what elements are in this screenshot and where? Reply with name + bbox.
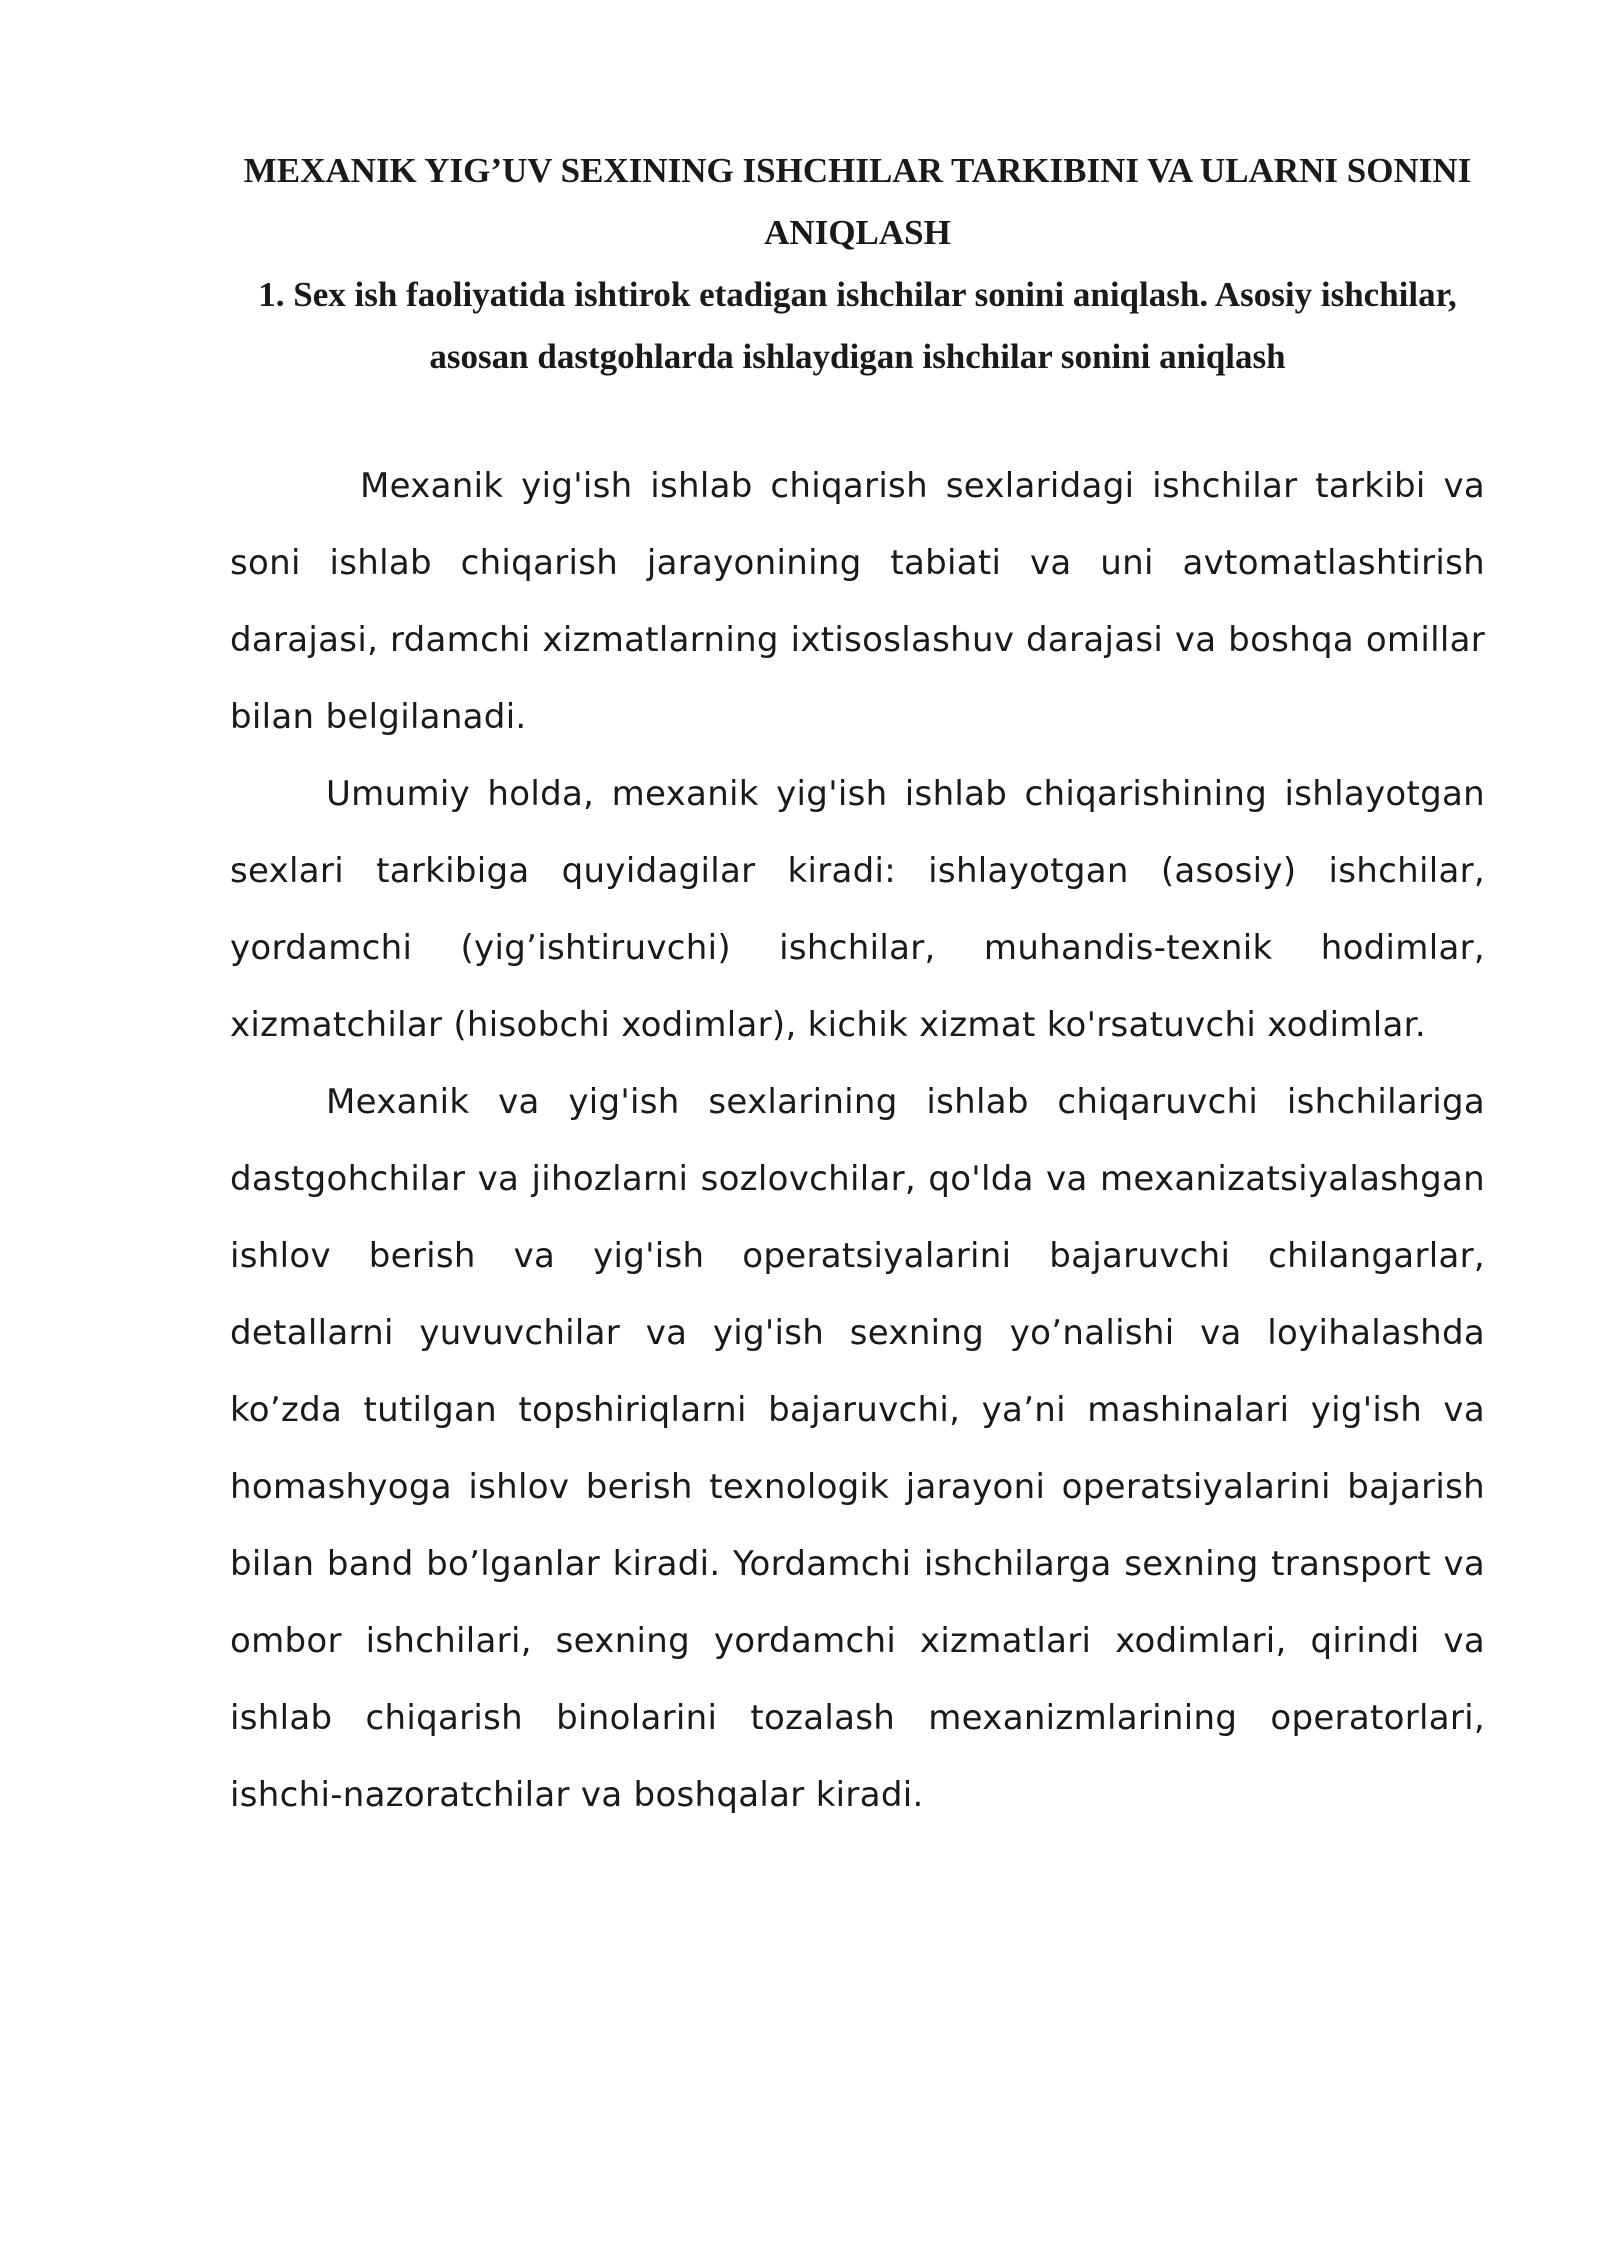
paragraph-1: Mexanik yig'ish ishlab chiqarish sexlaridagi ishchilar tarkibi va soni ishlab chiqarish jarayonining tabiati va uni avtomatlashtirish darajasi, rdamchi xizmatlarning ixtisoslashuv darajasi va boshqa omillar bilan belgilanadi. (230, 466, 1485, 737)
document-page (230, 140, 1485, 1834)
document-subtitle: 1. Sex ish faoliyatida ishtirok etadigan ishchilar sonini aniqlash. Asosiy ishchilar, asosan dastgohlarda ishlaydigan ishchilar sonini aniqlash (258, 275, 1457, 376)
paragraph-3: Mexanik va yig'ish sexlarining ishlab chiqaruvchi ishchilariga dastgohchilar va jihozlarni sozlovchilar, qo'lda va mexanizatsiyalashgan ishlov berish va yig'ish operatsiyalarini bajaruvchi chilangarlar, detallarni yuvuvchilar va yig'ish sexning yo’nalishi va loyihalashda ko’zda tutilgan topshiriqlarni bajaruvchi, ya’ni mashinalari yig'ish va homashyoga ishlov berish texnologik jarayoni operatsiyalarini bajarish bilan band bo’lganlar kiradi. Yordamchi ishchilarga sexning transport va ombor ishchilari, sexning yordamchi xizmatlari xodimlari, qirindi va ishlab chiqarish binolarini tozalash mexanizmlarining operatorlari, ishchi-nazoratchilar va boshqalar kiradi. (230, 1082, 1485, 1815)
document-body (230, 448, 1485, 1834)
paragraph-2: Umumiy holda, mexanik yig'ish ishlab chiqarishining ishlayotgan sexlari tarkibiga quyidagilar kiradi: ishlayotgan (asosiy) ishchilar, yordamchi (yig’ishtiruvchi) ishchilar, muhandis-texnik hodimlar, xizmatchilar (hisobchi xodimlar), kichik xizmat ko'rsatuvchi xodimlar. (230, 774, 1485, 1045)
document-title: MEXANIK YIG’UV SEXINING ISHCHILAR TARKIBINI VA ULARNI SONINI ANIQLASH (243, 151, 1472, 252)
